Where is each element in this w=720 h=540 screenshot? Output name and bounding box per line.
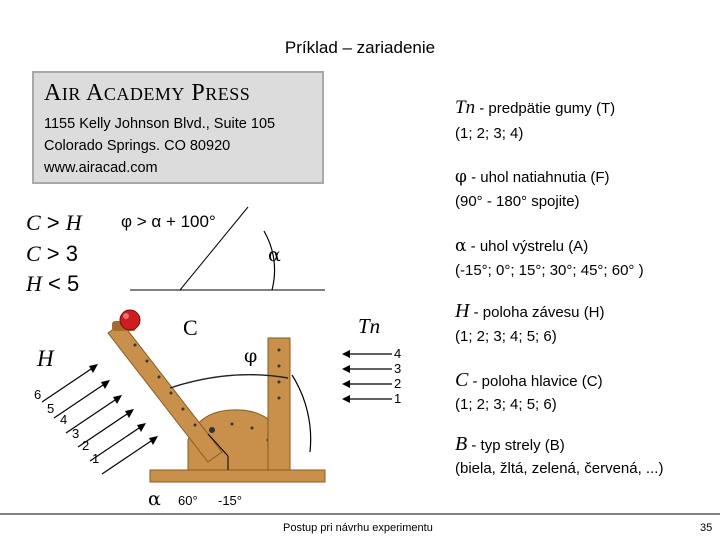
alpha-bottom-symbol: α — [148, 488, 161, 510]
alpha-label: α — [268, 244, 281, 266]
factor-phi-symbol: φ — [455, 167, 467, 187]
post-hole — [278, 365, 281, 368]
slide-title: Príklad – zariadenie — [284, 38, 436, 57]
h-arrow-1 — [102, 439, 154, 474]
h-arrowhead-5 — [101, 380, 110, 389]
post-hole — [278, 397, 281, 400]
h-tick-6: 6 — [34, 387, 42, 402]
arm-hole — [134, 344, 137, 347]
publisher-name: AIR ACADEMY PRESS — [44, 80, 251, 106]
pivot-hole — [209, 427, 215, 433]
post-hole — [278, 381, 281, 384]
tn-arrowhead-4 — [342, 350, 350, 358]
phi-formula: φ > α + 100° — [121, 212, 216, 231]
h-arrowhead-3 — [125, 409, 134, 418]
throwing-arm — [108, 323, 222, 462]
publisher-website: www.airacad.com — [44, 160, 158, 176]
factor-alpha-levels: (-15°; 0°; 15°; 30°; 45°; 60° ) — [455, 262, 644, 279]
constraint-c2-var: C — [26, 241, 41, 266]
factor-b-symbol: B — [455, 433, 468, 455]
h-label: H — [37, 346, 54, 371]
constraint-h-var: H — [26, 271, 42, 296]
phi-label: φ — [244, 345, 258, 367]
factor-h-levels: (1; 2; 3; 4; 5; 6) — [455, 328, 557, 345]
phi-arc — [292, 375, 311, 452]
constraint-c2-rhs: > 3 — [40, 241, 78, 266]
factor-c-levels: (1; 2; 3; 4; 5; 6) — [455, 396, 557, 413]
tn-arrowhead-1 — [342, 395, 350, 403]
c-label: C — [183, 315, 198, 340]
arm-hole — [146, 360, 149, 363]
alpha-60-label: 60° — [178, 493, 198, 508]
factor-b-levels: (biela, žltá, zelená, červená, ...) — [455, 460, 664, 477]
factor-b-desc: - typ strely (B) — [467, 437, 565, 454]
h-arrowhead-2 — [137, 423, 146, 432]
h-arrowhead-6 — [89, 364, 98, 373]
h-arrowhead-4 — [113, 395, 122, 404]
footer-text: Postup pri návrhu experimentu — [283, 522, 433, 534]
h-tick-2: 2 — [82, 438, 90, 453]
factor-phi-desc: - uhol natiahnutia (F) — [466, 169, 610, 186]
catapult-base — [150, 470, 325, 482]
red-ball — [120, 310, 140, 330]
post-hole — [278, 349, 281, 352]
publisher-address-line2: Colorado Springs. CO 80920 — [44, 138, 231, 154]
factor-phi-levels: (90° - 180° spojite) — [455, 193, 580, 210]
plate-hole — [231, 423, 234, 426]
tn-tick-2: 2 — [394, 376, 402, 391]
constraint-c1-var: C — [26, 210, 41, 235]
tn-arrowhead-2 — [342, 380, 350, 388]
h-tick-3: 3 — [72, 426, 80, 441]
factor-tn-desc: - predpätie gumy (T) — [475, 100, 616, 117]
arm-hole — [182, 408, 185, 411]
tn-tick-3: 3 — [394, 361, 402, 376]
factor-alpha-symbol: α — [455, 236, 467, 256]
h-tick-1: 1 — [92, 451, 100, 466]
factor-h-desc: - poloha závesu (H) — [469, 304, 605, 321]
h-tick-4: 4 — [60, 412, 68, 427]
constraint-c1-rhs: H — [65, 210, 82, 235]
arm-hole — [170, 392, 173, 395]
arm-hole — [158, 376, 161, 379]
tn-arrowhead-3 — [342, 365, 350, 373]
page-number: 35 — [700, 522, 713, 534]
factor-tn-symbol: Tn — [455, 97, 476, 118]
constraint-h-rhs: < 5 — [41, 271, 80, 296]
h-arrowhead-1 — [149, 436, 158, 445]
factor-c-desc: - poloha hlavice (C) — [468, 373, 603, 390]
constraint-c1-op: > — [40, 210, 66, 235]
factor-tn-levels: (1; 2; 3; 4) — [455, 125, 524, 142]
tn-tick-4: 4 — [394, 346, 402, 361]
ball-highlight — [123, 313, 129, 319]
tn-label: Tn — [358, 314, 381, 338]
vertical-post — [268, 338, 290, 470]
factor-alpha-desc: - uhol výstrelu (A) — [466, 238, 589, 255]
arm-hole — [194, 424, 197, 427]
factor-h-symbol: H — [455, 300, 470, 322]
factor-c-symbol: C — [455, 369, 469, 391]
alpha-minus15-label: -15° — [218, 493, 242, 508]
tn-tick-1: 1 — [394, 391, 402, 406]
publisher-address-line1: 1155 Kelly Johnson Blvd., Suite 105 — [44, 116, 276, 132]
plate-hole — [251, 427, 254, 430]
h-tick-5: 5 — [47, 401, 55, 416]
